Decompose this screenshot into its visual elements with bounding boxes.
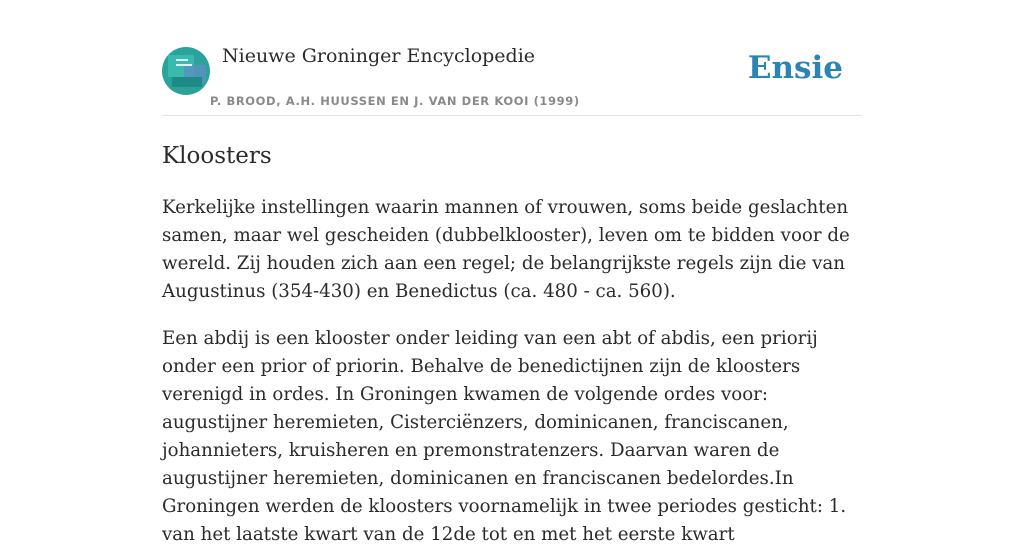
article-body xyxy=(162,194,862,549)
article-paragraph: Kerkelijke instellingen waarin mannen of vrouwen, soms beide geslachten samen, maar wel gescheiden (dubbelklooster), leven om te bidden voor de wereld. Zij houden zich aan een regel; de belangrijkste regels zijn die van Augustinus (354-430) en Benedictus (ca. 480 - ca. 560). xyxy=(162,197,850,302)
book-cover-thumbnail[interactable] xyxy=(162,47,210,95)
article-title: Kloosters xyxy=(162,143,272,169)
source-header xyxy=(162,0,862,116)
book-authors: P. BROOD, A.H. HUUSSEN EN J. VAN DER KOOI (1999) xyxy=(210,94,580,108)
ensie-logo[interactable]: Ensie xyxy=(747,50,843,86)
book-title-link[interactable]: Nieuwe Groninger Encyclopedie xyxy=(222,45,536,67)
page xyxy=(162,0,862,549)
article-paragraph: Een abdij is een klooster onder leiding van een abt of abdis, een priorij onder een prior of priorin. Behalve de benedictijnen zijn de kloosters verenigd in ordes. In Groningen kwamen de volgende ordes voor: augustijner heremieten, Cisterciënzers, dominicanen, franciscanen, johannieters, kruisheren en premonstratenzers. Daarvan waren de augustijner heremieten, dominicanen en franciscanen bedelordes.In Groningen werden de kloosters voornamelijk in twee periodes gesticht: 1. van het laatste kwart van de 12de tot en met het eerste kwart xyxy=(162,328,847,545)
